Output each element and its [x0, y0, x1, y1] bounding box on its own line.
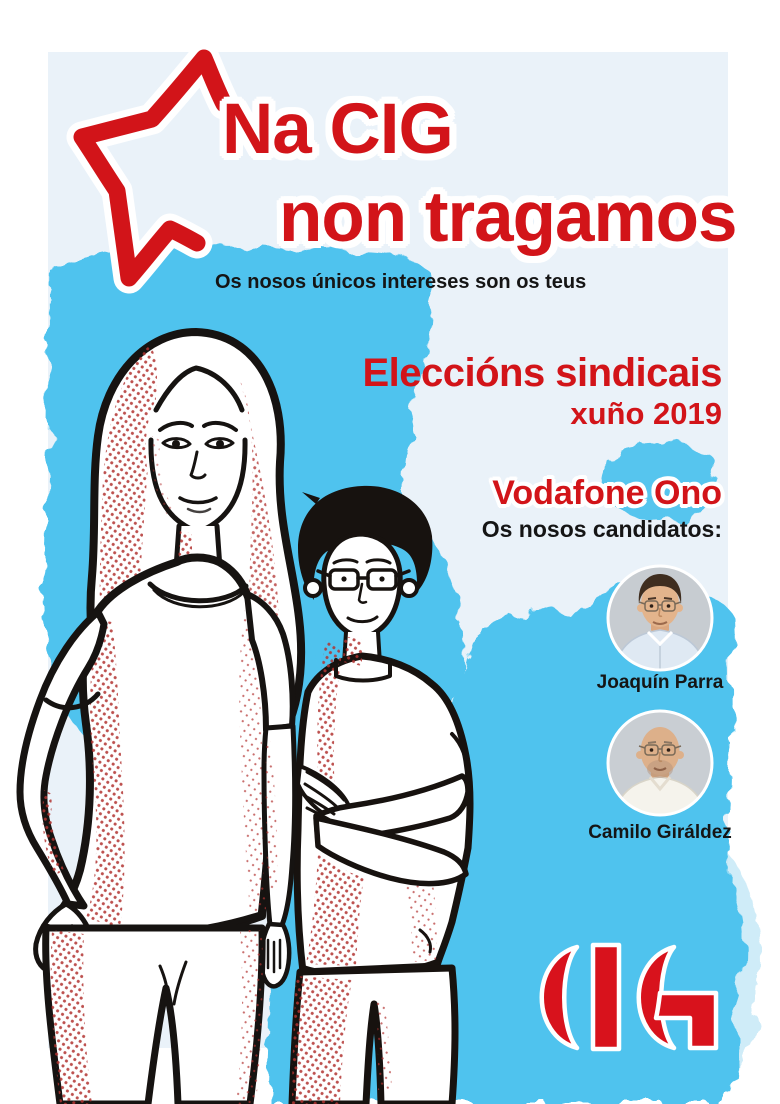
candidate-name-joaquin: Joaquín Parra	[596, 672, 724, 693]
poster-subtitle: Os nosos únicos intereses son os teus	[215, 271, 587, 293]
company-name: Vodafone Ono	[492, 474, 722, 512]
cig-logo-letter-c	[542, 947, 577, 1048]
cig-logo-letter-i	[593, 945, 619, 1049]
candidate-name-camilo: Camilo Giráldez	[588, 822, 732, 843]
headline-line1: Na CIG	[222, 90, 453, 169]
elections-date: xuño 2019	[570, 396, 722, 431]
candidates-heading: Os nosos candidatos:	[481, 516, 722, 542]
elections-title: Eleccións sindicais	[362, 351, 722, 395]
headline-line2: non tragamos	[279, 178, 737, 257]
